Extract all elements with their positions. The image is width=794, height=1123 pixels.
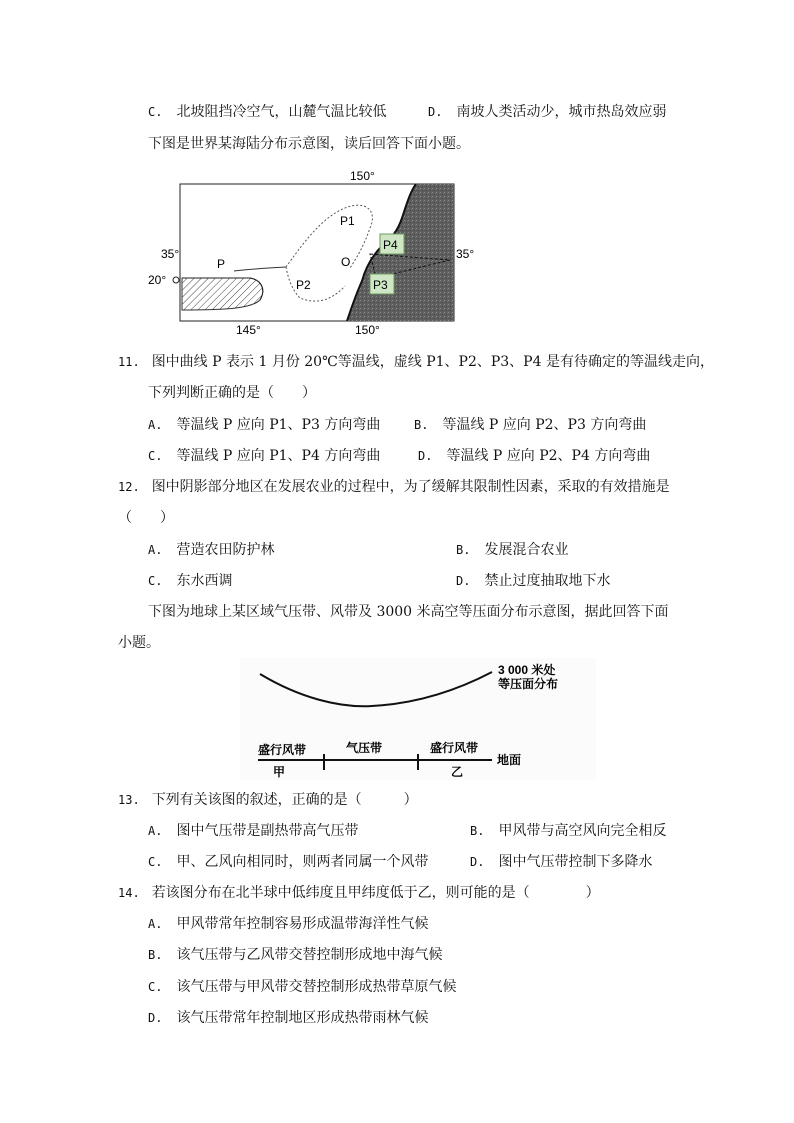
q11-option-a [148,415,380,435]
label-p: P [217,257,226,271]
question-number: 14. [118,886,140,900]
option-label: C. [148,574,163,588]
option-text: 北坡阻挡冷空气，山麓气温比较低 [176,104,387,120]
option-text: 甲风带与高空风向完全相反 [498,823,667,839]
question-text: 图中阴影部分地区在发展农业的过程中，为了缓解其限制性因素，采取的有效措施是 [151,479,670,495]
option-text: 等温线 P 应向 P1、P4 方向弯曲 [176,448,381,464]
question-12 [118,477,670,497]
option-text: 发展混合农业 [484,542,569,558]
label-p3: P3 [373,278,388,292]
question-text: 若该图分布在北半球中低纬度且甲纬度低于乙，则可能的是（ ） [151,885,600,901]
option-text: 南坡人类活动少，城市热岛效应弱 [456,104,667,120]
label-o: O [341,255,351,269]
lon-145: 145° [236,323,261,337]
option-text: 该气压带与乙风带交替控制形成地中海气候 [176,947,443,963]
option-text: 甲、乙风向相同时，则两者同属一个风带 [176,854,429,870]
question-11 [118,352,714,372]
question-14 [118,883,600,903]
lon-top: 150° [350,169,375,183]
option-label: A. [148,418,163,432]
option-text: 等温线 P 应向 P2、P4 方向弯曲 [446,448,651,464]
label-p1: P1 [340,214,355,228]
option-label: A. [148,543,163,557]
option-text: 图中气压带是副热带高气压带 [176,823,359,839]
option-label: D. [428,105,443,119]
q11-option-c [148,446,380,466]
intro-belts: 下图为地球上某区域气压带、风带及 3000 米高空等压面分布示意图，据此回答下面 [148,604,669,620]
option-text: 甲风带常年控制容易形成温带海洋性气候 [176,916,429,932]
lat-left: 35° [161,247,180,261]
option-text: 等温线 P 应向 P1、P3 方向弯曲 [176,417,381,433]
option-label: C. [148,449,163,463]
q12-option-a [148,540,274,560]
intro-belts-cont: 小题。 [118,635,160,651]
question-number: 12. [118,480,140,494]
option-text: 该气压带与甲风带交替控制形成热带草原气候 [176,979,457,995]
option-label: B. [456,543,471,557]
pressure-belt-diagram [0,658,794,782]
q13-option-a [148,821,358,841]
option-text: 东水西调 [176,573,233,589]
label-yi: 乙 [451,765,464,779]
option-text: 图中气压带控制下多降水 [498,854,653,870]
q13-option-b [470,821,666,841]
lat-right: 35° [456,247,475,261]
option-label: B. [470,824,485,838]
isobar-label-1: 3 000 米处 [498,663,556,677]
right-wind-belt: 盛行风带 [430,741,479,755]
question-text: 图中曲线 P 表示 1 月份 20℃等温线，虚线 P1、P2、P3、P4 是有待确定的等温线走向， [151,354,714,370]
option-text: 等温线 P 应向 P2、P3 方向弯曲 [442,417,647,433]
option-label: D. [456,574,471,588]
ground-label: 地面 [497,753,522,767]
q14-option-a [148,914,428,934]
option-label: B. [148,948,163,962]
question-number: 11. [118,355,140,369]
point-o-left [173,277,179,283]
option-d-prev [428,102,666,122]
lon-150: 150° [355,323,380,337]
q14-option-b [148,945,442,965]
q11-option-b [414,415,646,435]
q12-option-c [148,571,232,591]
shaded-region [182,278,263,310]
q13-option-c [148,852,428,872]
label-p2: P2 [296,278,311,292]
question-12-cont: （ ） [118,510,174,526]
q13-option-d [470,852,652,872]
question-13 [118,790,418,810]
option-label: D. [418,449,433,463]
option-label: A. [148,917,163,931]
intro-map: 下图是世界某海陆分布示意图，读后回答下面小题。 [148,136,470,152]
option-label: A. [148,824,163,838]
question-number: 13. [118,793,140,807]
label-jia: 甲 [273,765,286,779]
q14-option-c [148,977,456,997]
option-c-prev [148,102,386,122]
q12-option-b [456,540,568,560]
question-text: 下列有关该图的叙述，正确的是（ ） [151,792,418,808]
pressure-belt: 气压带 [346,741,383,755]
question-11-cont: 下列判断正确的是（ ） [148,385,316,401]
option-label: B. [414,418,429,432]
q11-option-d [418,446,650,466]
option-label: C. [148,855,163,869]
option-label: C. [148,980,163,994]
option-text: 禁止过度抽取地下水 [484,573,611,589]
label-p4: P4 [383,238,398,252]
q12-option-d [456,571,610,591]
isobar-label-2: 等压面分布 [498,677,559,691]
sea-land-map [0,168,794,338]
option-label: D. [470,855,485,869]
option-text: 该气压带常年控制地区形成热带雨林气候 [176,1010,429,1026]
lat-20: 20° [148,273,167,287]
option-text: 营造农田防护林 [176,542,275,558]
option-label: D. [148,1011,163,1025]
option-label: C. [148,105,163,119]
left-wind-belt: 盛行风带 [258,743,307,757]
q14-option-d [148,1008,428,1028]
